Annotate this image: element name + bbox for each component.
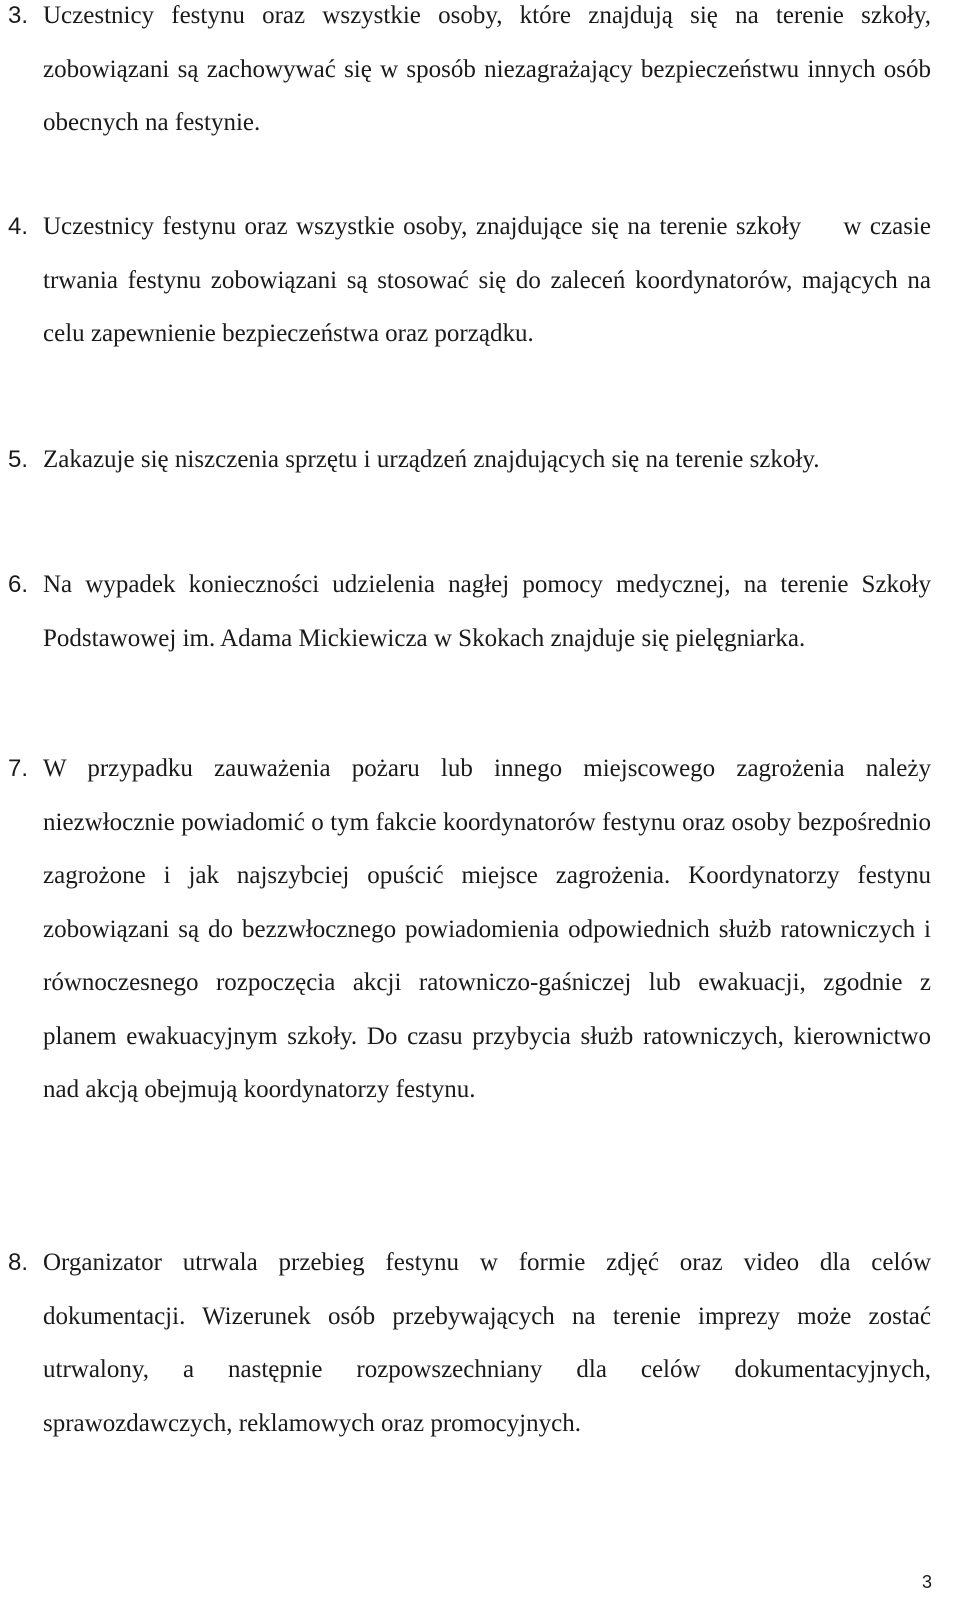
item-number: 3. xyxy=(8,2,29,29)
list-item xyxy=(0,200,938,361)
list-item xyxy=(0,558,931,665)
item-text: Na wypadek konieczności udzielenia nagłej pomocy medycznej, na terenie Szkoły Podstawowej im. Adama Mickiewicza w Skokach znajduje się pielęgniarka. xyxy=(43,571,931,652)
item-number: 4. xyxy=(8,213,29,240)
item-text: Organizator utrwala przebieg festynu w formie zdjęć oraz video dla celów dokumentacji. Wizerunek osób przebywających na terenie imprezy może zostać utrwalony, a następnie rozpowszechniany dla celów dokumentacyjnych, sprawozdawczych, reklamowych oraz promocyjnych. xyxy=(43,1249,931,1437)
item-number: 5. xyxy=(8,446,29,473)
item-text: Zakazuje się niszczenia sprzętu i urządzeń znajdujących się na terenie szkoły. xyxy=(43,446,820,473)
item-number: 8. xyxy=(8,1249,29,1276)
list-item xyxy=(0,742,931,1117)
page-number: 3 xyxy=(921,1572,932,1592)
list-item xyxy=(0,1236,931,1450)
item-number: 6. xyxy=(8,571,29,598)
item-text: W przypadku zauważenia pożaru lub innego miejscowego zagrożenia należy niezwłocznie powiadomić o tym fakcie koordynatorów festynu oraz osoby bezpośrednio zagrożone i jak najszybciej opuścić miejsce zagrożenia. Koordynatorzy festynu zobowiązani są do bezzwłocznego powiadomienia odpowiednich służb ratowniczych i równoczesnego rozpoczęcia akcji ratowniczo-gaśniczej lub ewakuacji, zgodnie z planem ewakuacyjnym szkoły. Do czasu przybycia służb ratowniczych, kierownictwo nad akcją obejmują koordynatorzy festynu. xyxy=(43,755,931,1103)
list-item xyxy=(0,433,931,487)
item-text: Uczestnicy festynu oraz wszystkie osoby, które znajdują się na terenie szkoły, zobowiązani są zachowywać się w sposób niezagrażający bezpieczeństwu innych osób obecnych na festynie. xyxy=(43,2,931,136)
item-text: Uczestnicy festynu oraz wszystkie osoby, znajdujące się na terenie szkoły w czasie trwania festynu zobowiązani są stosować się do zaleceń koordynatorów, mających na celu zapewnienie bezpieczeństwa oraz porządku. xyxy=(43,213,938,347)
list-item xyxy=(0,0,931,150)
item-number: 7. xyxy=(8,755,29,782)
